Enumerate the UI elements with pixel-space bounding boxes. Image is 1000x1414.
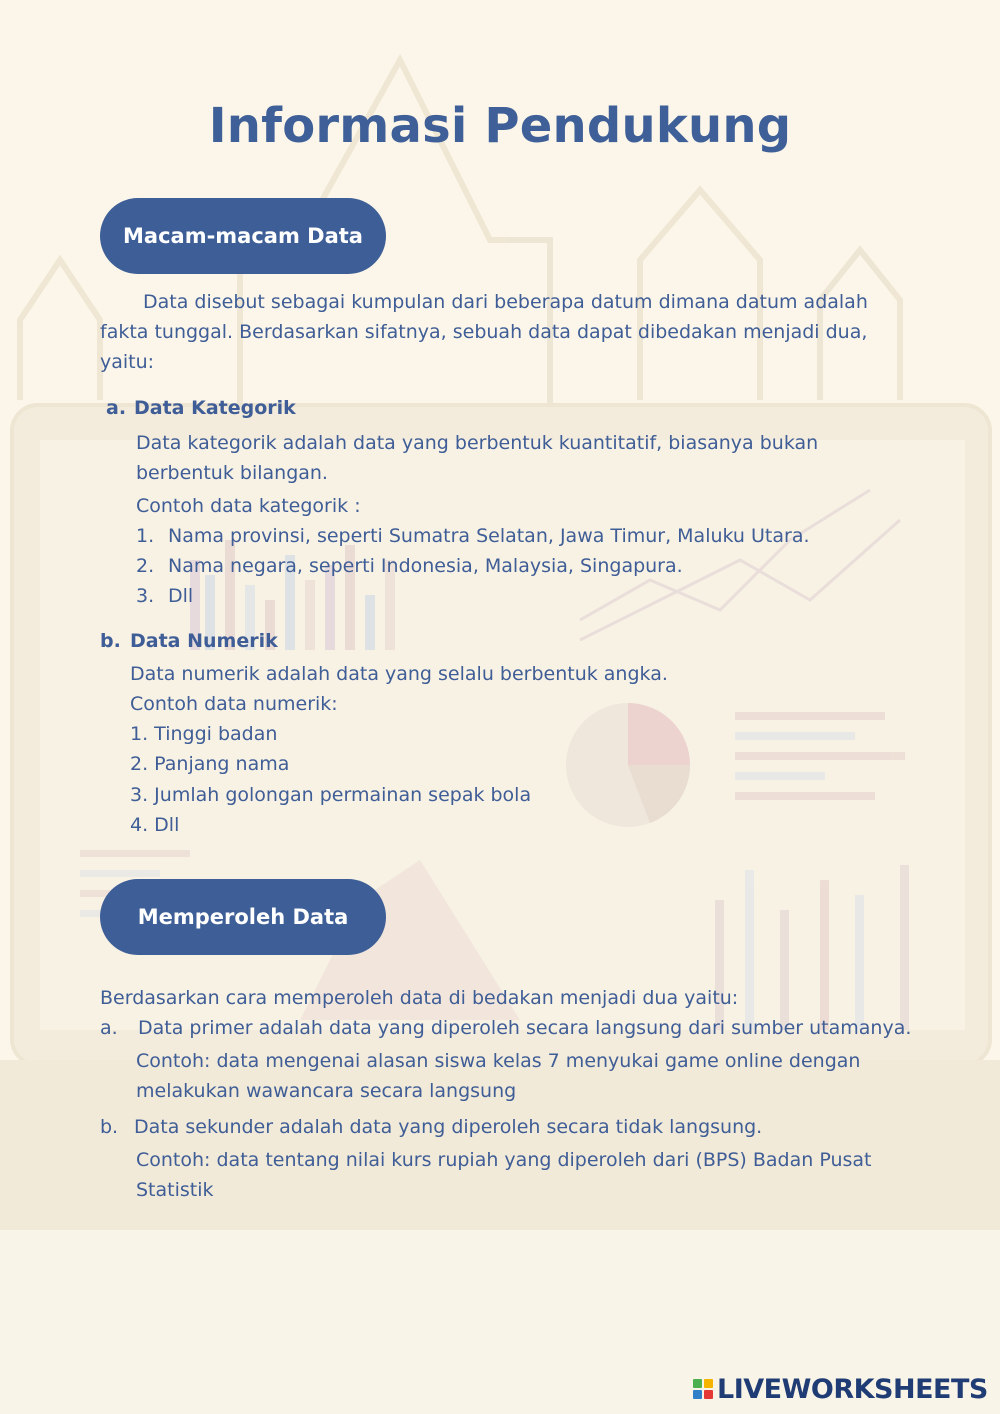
heading-data-kategorik: Data Kategorik bbox=[134, 397, 296, 419]
logo-square-icon bbox=[704, 1390, 713, 1399]
logo-square-icon bbox=[704, 1379, 713, 1388]
list-item: 2. Panjang nama bbox=[130, 753, 290, 775]
logo-mark-icon bbox=[693, 1379, 713, 1399]
page-title: Informasi Pendukung bbox=[208, 98, 792, 154]
logo-square-icon bbox=[693, 1390, 702, 1399]
kategorik-desc-line-2: berbentuk bilangan. bbox=[136, 462, 328, 484]
data-primer-text: Data primer adalah data yang diperoleh secara langsung dari sumber utamanya. bbox=[138, 1017, 912, 1039]
list-item-number: 2. bbox=[136, 555, 155, 577]
data-sekunder-text: Data sekunder adalah data yang diperoleh secara tidak langsung. bbox=[134, 1116, 763, 1138]
list-item: 4. Dll bbox=[130, 814, 180, 836]
intro-line-2: fakta tunggal. Berdasarkan sifatnya, sebuah data dapat dibedakan menjadi dua, bbox=[100, 321, 868, 343]
kategorik-desc-line-1: Data kategorik adalah data yang berbentuk kuantitatif, biasanya bukan bbox=[136, 432, 819, 454]
data-primer-example-line-2: melakukan wawancara secara langsung bbox=[136, 1080, 517, 1102]
list-marker-a: a. bbox=[106, 397, 127, 419]
list-marker-a: a. bbox=[100, 1017, 118, 1039]
section-pill-memperoleh-data: Memperoleh Data bbox=[100, 879, 386, 955]
list-item: Nama negara, seperti Indonesia, Malaysia, Singapura. bbox=[168, 555, 683, 577]
data-sekunder-example-line-2: Statistik bbox=[136, 1179, 214, 1201]
intro-line-1: Data disebut sebagai kumpulan dari beberapa datum dimana datum adalah bbox=[143, 291, 868, 313]
kategorik-example-label: Contoh data kategorik : bbox=[136, 495, 361, 517]
numerik-example-label: Contoh data numerik: bbox=[130, 693, 338, 715]
logo-square-icon bbox=[693, 1379, 702, 1388]
logo-text: LIVEWORKSHEETS bbox=[717, 1373, 988, 1405]
heading-data-numerik: Data Numerik bbox=[130, 630, 278, 652]
list-item: Dll bbox=[168, 585, 194, 607]
list-item: Nama provinsi, seperti Sumatra Selatan, Jawa Timur, Maluku Utara. bbox=[168, 525, 810, 547]
numerik-desc: Data numerik adalah data yang selalu berbentuk angka. bbox=[130, 663, 668, 685]
list-item-number: 1. bbox=[136, 525, 155, 547]
list-item-number: 3. bbox=[136, 585, 155, 607]
list-item: 3. Jumlah golongan permainan sepak bola bbox=[130, 784, 532, 806]
intro-line-3: yaitu: bbox=[100, 351, 155, 373]
section2-intro: Berdasarkan cara memperoleh data di bedakan menjadi dua yaitu: bbox=[100, 987, 739, 1009]
list-marker-b: b. bbox=[100, 1116, 119, 1138]
list-marker-b: b. bbox=[100, 630, 121, 652]
data-primer-example-line-1: Contoh: data mengenai alasan siswa kelas 7 menyukai game online dengan bbox=[136, 1050, 861, 1072]
list-item: 1. Tinggi badan bbox=[130, 723, 278, 745]
liveworksheets-logo[interactable] bbox=[693, 1373, 988, 1405]
section-pill-macam-macam-data: Macam-macam Data bbox=[100, 198, 386, 274]
data-sekunder-example-line-1: Contoh: data tentang nilai kurs rupiah yang diperoleh dari (BPS) Badan Pusat bbox=[136, 1149, 872, 1171]
